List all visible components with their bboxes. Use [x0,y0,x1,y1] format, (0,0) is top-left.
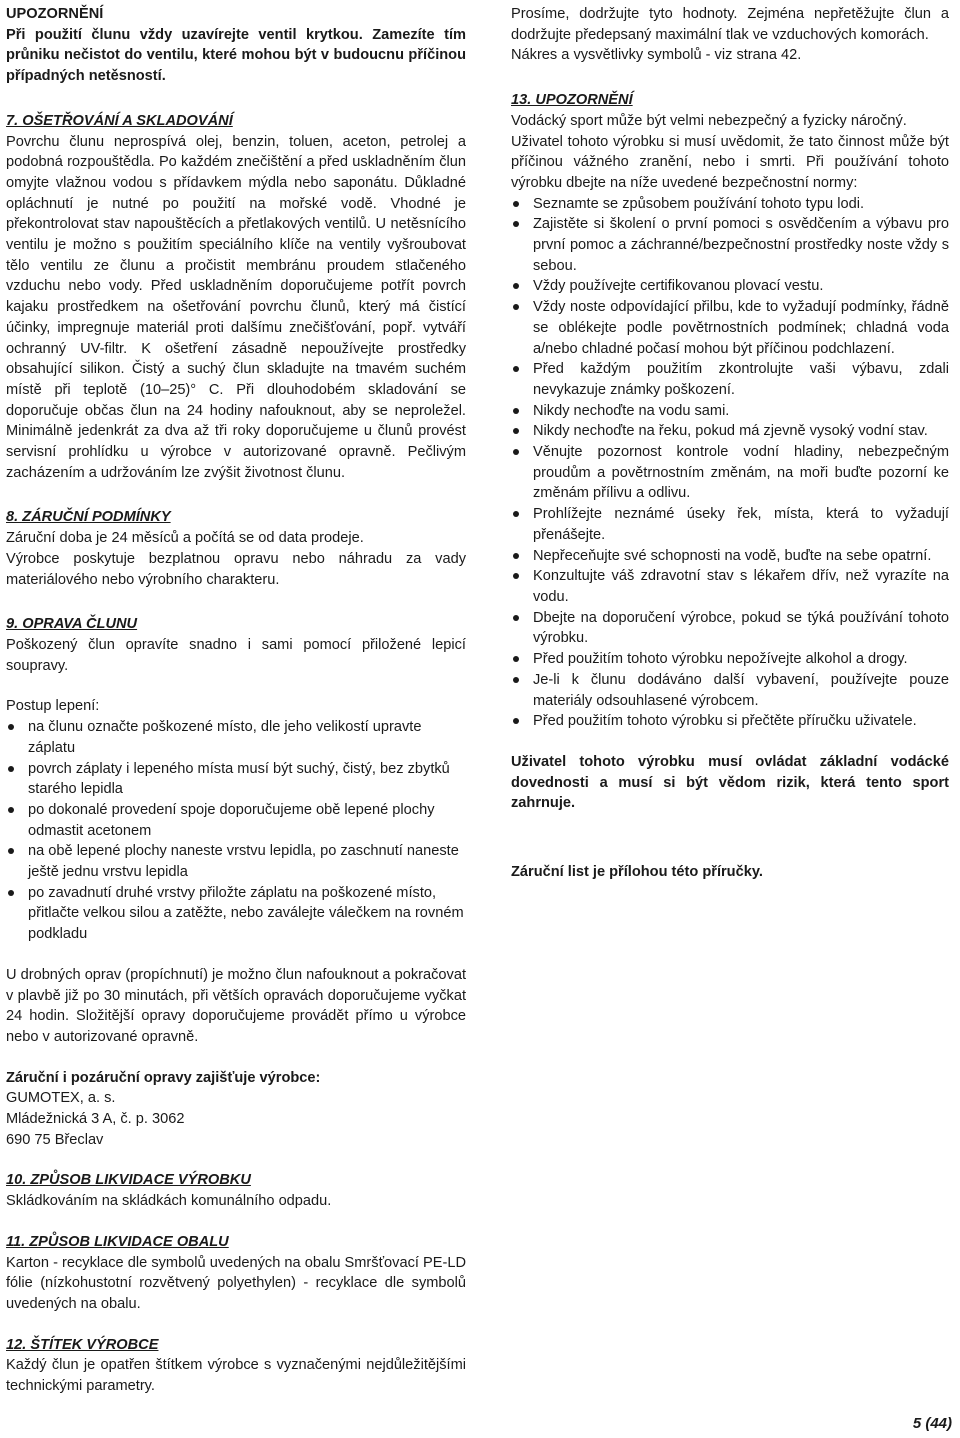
section-8-line-2: Výrobce poskytuje bezplatnou opravu nebo náhradu za vady materiálového nebo výrobního charakteru. [6,550,466,588]
section-12-title: 12. ŠTÍTEK VÝROBCE [6,1336,159,1353]
section-11-text: Karton - recyklace dle symbolů uvedených na obalu Smršťovací PE-LD fólie (nízkohustotní rozvětvený polyethylen) - recyklace dle symbolů uvedených na obalu. [6,1254,466,1312]
section-11-title: 11. ZPŮSOB LIKVIDACE OBALU [6,1233,229,1250]
section-13-line-1: Vodácký sport může být velmi nebezpečný a fyzicky náročný. [511,112,907,129]
section-7-text: Povrchu člunu neprospívá olej, benzin, toluen, aceton, petrolej a podobná rozpouštědla. Po každém znečištění a před uskladněním člun omyjte vlažnou vodou s přídavkem mýdla nebo saponátu. Důkladné opláchnutí je nutné po použití na mořské vodě. Vhodné je překontrolovat stav napouštěcích a přetlakových ventilů. U netěsnícího ventilu je možno s použitím speciálního klíče na ventily vyšroubovat tělo ventilu ze člunu a pročistit membránu proudem stlačeného vzduchu nebo vody. Před uskladněním doporučujeme potřít povrch kajaku prostředkem na ošetřování povrchu člunů, který má čistící účinky, impregnuje materiál proti dalšímu znečišťování, popř. vytváří ochranný UV-filtr. K ošetření zásadně nepoužívejte prostředky obsahující silikon. Čistý a suchý člun skladujte na tmavém suchém místě při teplotě (10–25)° C. Při dlouhodobém skladování se doporučuje občas člun na 24 hodiny nafouknout, aby se neproležel. Minimálně jedenkrát za dva až tři roky doporučujeme u člunů provést servisní prohlídku u výrobce v autorizované opravně. Pečlivým zacházením a udržováním lze zvýšit životnost člunu. [6,133,466,481]
section-9-after: U drobných oprav (propíchnutí) je možno člun nafouknout a pokračovat v plavbě již po 30 minutách, při větších opravách doporučujeme vyčkat 24 hodin. Složitější opravy doporučujeme provádět přímo u výrobce nebo v autorizované opravně. [6,966,466,1045]
list-item: Věnujte pozornost kontrole vodní hladiny, nebezpečným proudům a povětrnostním změnám, na moři buďte pozorní ke změnám přílivu a odlivu. [511,442,949,504]
section-13-text: Uživatel tohoto výrobku si musí uvědomit, že tato činnost může být příčinou vážného zranění, nebo i smrti. Při používání tohoto výrobku dbejte na níže uvedené bezpečnostní normy: [511,133,949,191]
left-column [6,4,466,1397]
list-item: Prohlížejte neznámé úseky řek, místa, která to vyžadují přenášejte. [511,504,949,545]
safety-list [511,194,949,732]
list-item: povrch záplaty i lepeného místa musí být suchý, čistý, bez zbytků starého lepidla [6,759,466,800]
intro-text: Prosíme, dodržujte tyto hodnoty. Zejména nepřetěžujte člun a dodržujte předepsaný maximální tlak ve vzduchových komorách. [511,6,949,43]
list-item: na člunu označte poškozené místo, dle jeho velikostí upravte záplatu [6,717,466,758]
section-10-text: Skládkováním na skládkách komunálního odpadu. [6,1193,332,1210]
list-item: Před každým použitím zkontrolujte vaši výbavu, zdali nevykazuje známky poškození. [511,359,949,400]
skills-note: Uživatel tohoto výrobku musí ovládat základní vodácké dovednosti a musí si být vědom rizik, která tento sport zahrnuje. [511,753,949,812]
list-item: Před použitím tohoto výrobku nepožívejte alkohol a drogy. [511,649,949,670]
section-8-title: 8. ZÁRUČNÍ PODMÍNKY [6,509,171,526]
list-item: Nikdy nechoďte na řeku, pokud má zjevně vysoký vodní stav. [511,421,949,442]
section-10-title: 10. ZPŮSOB LIKVIDACE VÝROBKU [6,1172,251,1189]
section-12-text: Každý člun je opatřen štítkem výrobce s vyznačenými nejdůležitějšími technickými parametry. [6,1357,466,1395]
manufacturer-name: GUMOTEX, a. s. [6,1090,116,1107]
manufacturer-city: 690 75 Břeclav [6,1131,104,1148]
list-item: Vždy noste odpovídající přilbu, kde to vyžadují podmínky, řádně se oblékejte podle povětrnostních podmínek; chladná voda a/nebo chladné počasí mohou být příčinou podchlazení. [511,297,949,359]
list-item: Nepřeceňujte své schopnosti na vodě, buďte na sebe opatrní. [511,546,949,567]
list-item: po zavadnutí druhé vrstvy přiložte záplatu na poškozené místo, přitlačte velkou silou a zatěžte, nebo zaválejte válečkem na rovném podkladu [6,883,466,945]
list-item: Nikdy nechoďte na vodu sami. [511,401,949,422]
repair-steps-list [6,717,466,945]
section-9-text: Poškozený člun opravíte snadno i sami pomocí přiložené lepicí soupravy. [6,636,466,674]
list-item: po dokonalé provedení spoje doporučujeme obě lepené plochy odmastit acetonem [6,800,466,841]
list-item: Zajistěte si školení o první pomoci s osvědčením a výbavu pro první pomoc a záchranné/bezpečnostní prostředky noste vždy s sebou. [511,214,949,276]
list-item: Seznamte se způsobem používání tohoto typu lodi. [511,194,949,215]
section-9-title: 9. OPRAVA ČLUNU [6,616,138,633]
warranty-note: Záruční list je přílohou této příručky. [511,864,763,881]
manufacturer-title: Záruční i pozáruční opravy zajišťuje výrobce: [6,1069,321,1086]
intro-text-2: Nákres a vysvětlivky symbolů - viz strana 42. [511,47,802,64]
list-item: Před použitím tohoto výrobku si přečtěte příručku uživatele. [511,711,949,732]
section-8-line-1: Záruční doba je 24 měsíců a počítá se od data prodeje. [6,530,364,547]
list-item: Vždy používejte certifikovanou plovací vestu. [511,276,949,297]
list-item: na obě lepené plochy naneste vrstvu lepidla, po zaschnutí naneste ještě jednu vrstvu lepidla [6,841,466,882]
list-item: Konzultujte váš zdravotní stav s lékařem dřív, než vyrazíte na vodu. [511,566,949,607]
list-item: Dbejte na doporučení výrobce, pokud se týká používání tohoto výrobku. [511,608,949,649]
list-item: Je-li k člunu dodáváno další vybavení, používejte pouze materiály odsouhlasené výrobcem. [511,670,949,711]
right-column [511,4,949,883]
warning-title: UPOZORNĚNÍ [6,6,104,22]
manufacturer-street: Mládežnická 3 A, č. p. 3062 [6,1111,185,1128]
page-number: 5 (44) [912,1415,952,1432]
repair-steps-label: Postup lepení: [6,698,100,715]
section-7-title: 7. OŠETŘOVÁNÍ A SKLADOVÁNÍ [6,112,233,129]
section-13-title: 13. UPOZORNĚNÍ [511,92,633,109]
warning-text: Při použití člunu vždy uzavírejte ventil krytkou. Zamezíte tím průniku nečistot do ventilu, které mohou být v budoucnu příčinou případných netěsností. [6,26,466,85]
